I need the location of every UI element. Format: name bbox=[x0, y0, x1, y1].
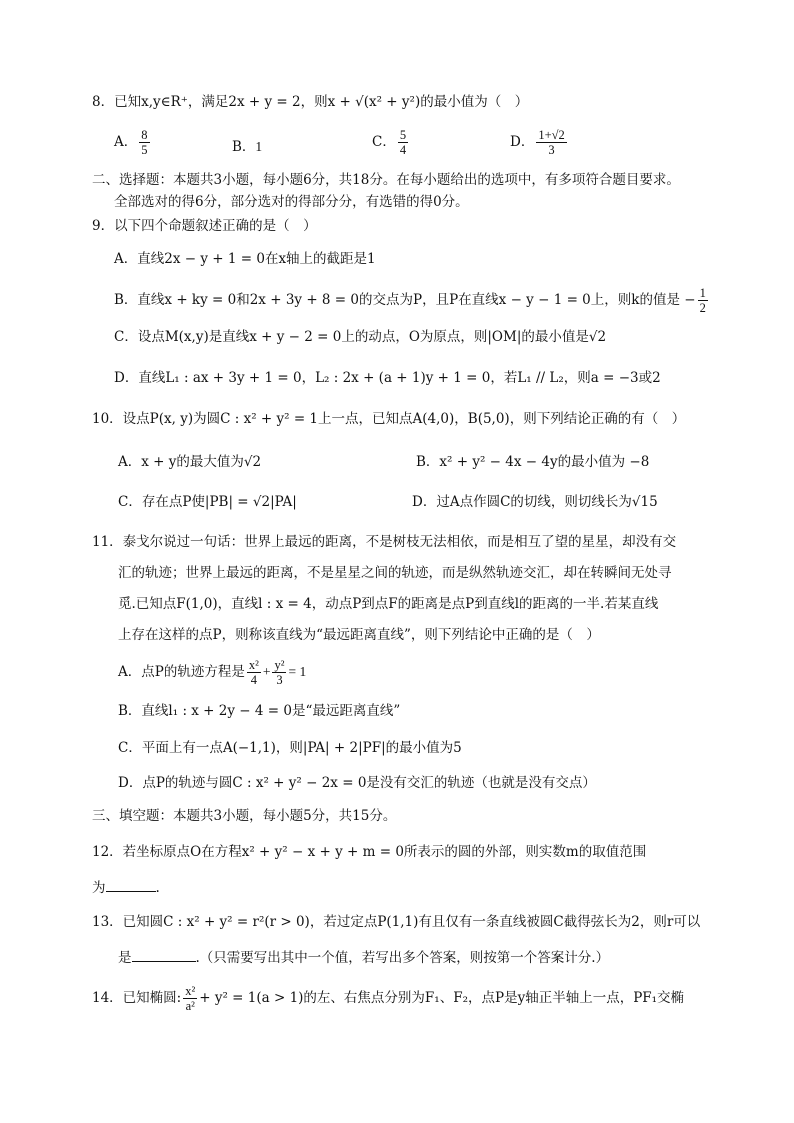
q9-stem: 9．以下四个命题叙述正确的是（ ） bbox=[92, 218, 317, 234]
q10-option-c: C．存在点P使|PB| = √2|PA| bbox=[118, 494, 297, 510]
q8-option-a-den: 5 bbox=[141, 143, 148, 157]
q10-option-a: A．x + y的最大值为√2 bbox=[118, 454, 262, 470]
q8-option-b bbox=[232, 137, 262, 157]
q8-option-d bbox=[510, 128, 569, 157]
q8-option-a-num: 8 bbox=[141, 128, 148, 142]
q12-line2-pre: 为 bbox=[92, 880, 106, 896]
section2-heading-line1: 二、选择题：本题共3小题，每小题6分，共18分。在每小题给出的选项中，有多项符合题目要求。 bbox=[92, 172, 680, 188]
q8-option-d-fraction bbox=[536, 128, 566, 157]
q11-option-d: D．点P的轨迹与圆C : x² + y² − 2x = 0是没有交汇的轨迹（也就是没有交点） bbox=[118, 775, 596, 791]
q11-text-line2: 汇的轨迹；世界上最远的距离，不是星星之间的轨迹，而是纵然轨迹交汇，却在转瞬间无处寻 bbox=[118, 565, 672, 581]
q8-stem: 8．已知x,y∈R⁺，满足2x + y = 2，则x + √(x² + y²)的最小值为（ ） bbox=[92, 94, 529, 110]
q10-stem: 10．设点P(x, y)为圆C : x² + y² = 1上一点，已知点A(4,0)，B(5,0)，则下列结论正确的有（ ） bbox=[92, 411, 686, 427]
q8-option-a-label: A． bbox=[114, 134, 138, 150]
q11-option-a-tail: = 1 bbox=[288, 664, 307, 679]
q14-frac-num: x² bbox=[185, 984, 196, 998]
q13-line2-post: .（只需要写出其中一个值，若写出多个答案，则按第一个答案计分.） bbox=[195, 950, 610, 966]
q11-text-line4: 上存在这样的点P，则称该直线为“最远距离直线”，则下列结论中正确的是（ ） bbox=[118, 627, 600, 643]
q9-option-c: C．设点M(x,y)是直线x + y − 2 = 0上的动点，O为原点，则|OM|的最小值是√2 bbox=[114, 329, 607, 345]
q14-fraction bbox=[183, 984, 197, 1013]
q11-option-a-frac1-num: x² bbox=[248, 658, 259, 672]
q11-option-a-frac1-den: 4 bbox=[250, 673, 257, 687]
q8-option-d-label: D． bbox=[510, 134, 535, 150]
q10-option-b: B．x² + y² − 4x − 4y的最小值为 −8 bbox=[416, 454, 650, 470]
q8-option-c bbox=[372, 128, 410, 157]
q11-option-a bbox=[118, 658, 306, 687]
q8-option-c-num: 5 bbox=[399, 128, 407, 142]
q12-answer-blank[interactable] bbox=[106, 879, 156, 892]
q9-option-b bbox=[114, 286, 710, 315]
q11-option-a-text: A．点P的轨迹方程是 bbox=[118, 664, 245, 680]
q9-option-b-num: 1 bbox=[699, 286, 706, 300]
q11-option-a-frac2-den: 3 bbox=[276, 673, 283, 687]
q13-answer-blank[interactable] bbox=[132, 949, 196, 962]
section2-heading-line2: 全部选对的得6分，部分选对的得部分分，有选错的得0分。 bbox=[114, 194, 469, 210]
q12-line2-post: . bbox=[155, 880, 160, 896]
q13-text-line1: 13．已知圆C : x² + y² = r²(r > 0)，若过定点P(1,1)有且仅有一条直线被圆C截得弦长为2，则r可以 bbox=[92, 914, 701, 930]
q8-option-b-label: B． bbox=[232, 139, 256, 155]
q8-option-c-den: 4 bbox=[399, 143, 407, 157]
q14-text-line1 bbox=[92, 984, 684, 1013]
q8-option-b-value: 1 bbox=[255, 139, 263, 154]
q8-option-d-num: 1+√2 bbox=[538, 128, 565, 142]
q8-option-d-den: 3 bbox=[548, 143, 555, 157]
q11-option-b: B．直线l₁ : x + 2y − 4 = 0是“最远距离直线” bbox=[118, 703, 401, 719]
q8-option-c-label: C． bbox=[372, 134, 396, 150]
q11-text-line1: 11．泰戈尔说过一句话：世界上最远的距离，不是树枝无法相依，而是相互了望的星星，却没有交 bbox=[92, 534, 677, 550]
q14-pre: 14．已知椭圆: bbox=[92, 990, 182, 1006]
q9-option-a: A．直线2x − y + 1 = 0在x轴上的截距是1 bbox=[114, 251, 376, 267]
q11-text-line3: 觅.已知点F(1,0)，直线l : x = 4，动点P到点F的距离是点P到直线l的距离的一半.若某直线 bbox=[118, 596, 659, 612]
q11-option-a-fraction1 bbox=[247, 658, 261, 687]
q11-option-a-fraction2 bbox=[272, 658, 286, 687]
section3-heading: 三、填空题：本题共3小题，每小题5分，共15分。 bbox=[92, 808, 397, 824]
q13-line2-pre: 是 bbox=[118, 950, 132, 966]
q8-option-a-fraction bbox=[139, 128, 149, 157]
q8-option-c-fraction bbox=[398, 128, 408, 157]
q9-option-b-den: 2 bbox=[699, 301, 706, 315]
q12-text-line2 bbox=[92, 878, 160, 898]
q12-text-line1: 12．若坐标原点O在方程x² + y² − x + y + m = 0所表示的圆的外部，则实数m的取值范围 bbox=[92, 844, 647, 860]
q9-option-b-fraction bbox=[698, 286, 708, 315]
q8-option-a bbox=[114, 128, 152, 157]
q13-text-line2 bbox=[118, 948, 609, 968]
q14-post: + y² = 1(a > 1)的左、右焦点分别为F₁、F₂，点P是y轴正半轴上一点，PF₁交椭 bbox=[199, 990, 685, 1006]
q11-option-a-frac2-num: y² bbox=[274, 658, 285, 672]
q14-frac-den: a² bbox=[185, 999, 195, 1013]
q10-option-d: D．过A点作圆C的切线，则切线长为√15 bbox=[412, 494, 658, 510]
q9-option-b-text: B．直线x + ky = 0和2x + 3y + 8 = 0的交点为P，且P在直线x − y − 1 = 0上，则k的值是 − bbox=[114, 292, 696, 308]
q9-option-d: D．直线L₁ : ax + 3y + 1 = 0，L₂ : 2x + (a + 1)y + 1 = 0，若L₁ // L₂，则a = −3或2 bbox=[114, 370, 661, 386]
q11-option-c: C．平面上有一点A(−1,1)，则|PA| + 2|PF|的最小值为5 bbox=[118, 740, 462, 756]
q11-option-a-plus: + bbox=[262, 664, 271, 679]
